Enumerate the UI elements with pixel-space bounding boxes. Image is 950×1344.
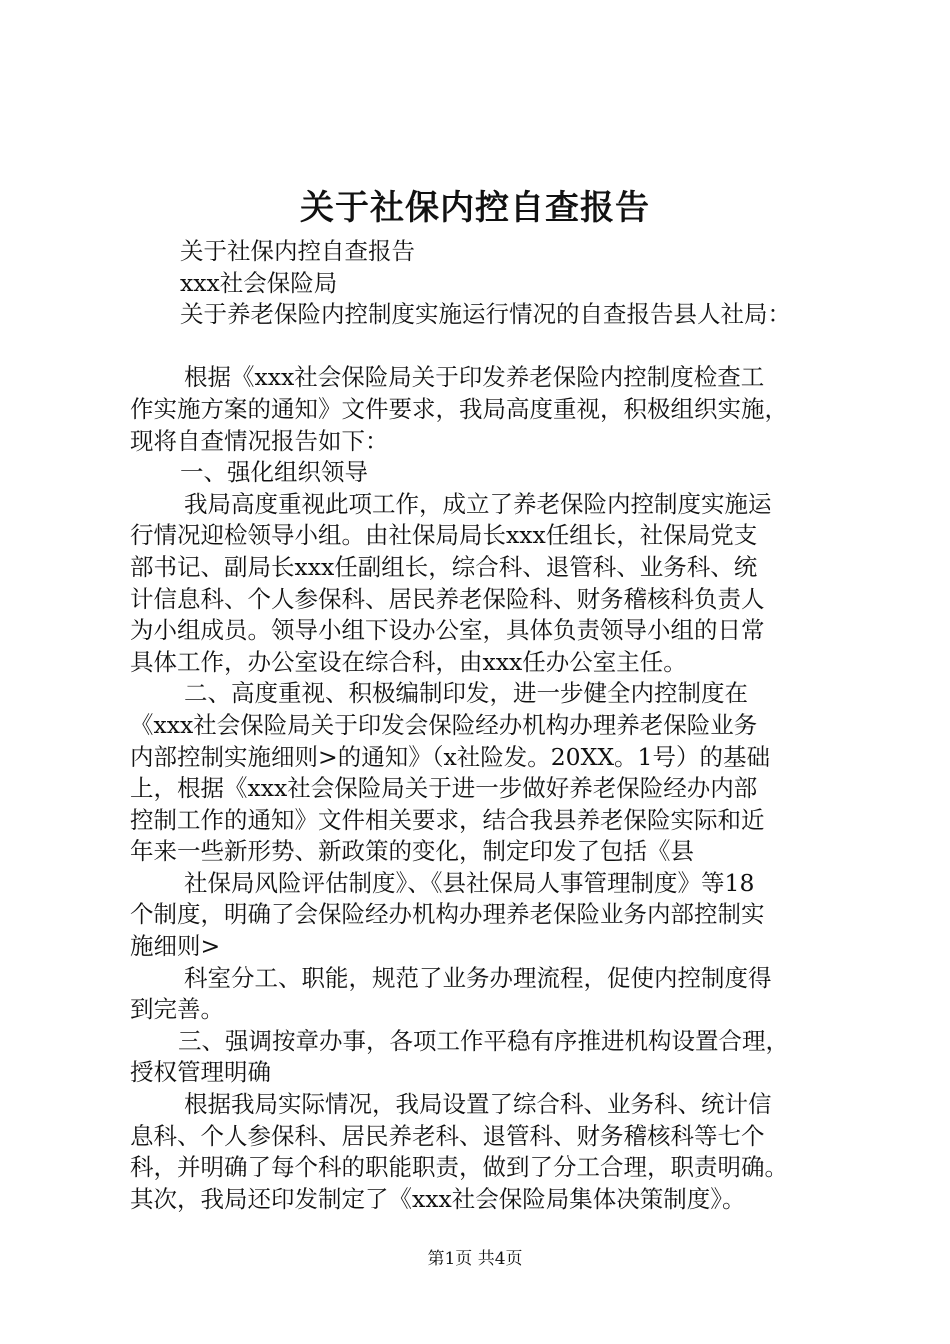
text-line: 关于社保内控自查报告 [180, 237, 415, 265]
text-line: 息科、个人参保科、居民养老科、退管科、财务稽核科等七个 [130, 1121, 765, 1150]
text-line: 科室分工、职能，规范了业务办理流程，促使内控制度得 [184, 963, 772, 992]
text-line: 根据《xxx社会保险局关于印发养老保险内控制度检查工 [184, 363, 765, 392]
blank-line [130, 331, 834, 363]
text-line: 部书记、副局长xxx任副组长，综合科、退管科、业务科、统 [130, 552, 758, 581]
text-line: 授权管理明确 [130, 1058, 271, 1087]
text-line: 施细则> [130, 932, 221, 961]
text-line: 现将自查情况报告如下： [130, 426, 389, 455]
text-line: 年来一些新形势、新政策的变化，制定印发了包括《县 [130, 837, 694, 866]
text-line: 控制工作的通知》文件相关要求，结合我县养老保险实际和近 [130, 805, 765, 834]
text-line: 内部控制实施细则>的通知》（x社险发。20XX。1号）的基础 [130, 742, 771, 771]
section-heading: 三、强调按章办事，各项工作平稳有序推进机构设置合理， [178, 1026, 789, 1055]
text-line: 上，根据《xxx社会保险局关于进一步做好养老保险经办内部 [130, 774, 758, 803]
text-line: 关于养老保险内控制度实施运行情况的自查报告县人社局： [180, 300, 791, 329]
document-body [130, 236, 834, 1215]
text-line: 行情况迎检领导小组。由社保局局长xxx任组长，社保局党支 [130, 521, 758, 550]
section-heading: 一、强化组织领导 [180, 458, 368, 487]
text-line: 其次，我局还印发制定了《xxx社会保险局集体决策制度》。 [130, 1184, 746, 1213]
text-line: 作实施方案的通知》文件要求，我局高度重视，积极组织实施， [130, 394, 788, 423]
text-line: 为小组成员。领导小组下设办公室，具体负责领导小组的日常 [130, 616, 765, 645]
text-line: 具体工作，办公室设在综合科，由xxx任办公室主任。 [130, 647, 687, 676]
document-title: 关于社保内控自查报告 [300, 188, 650, 228]
text-line: 《xxx社会保险局关于印发会保险经办机构办理养老保险业务 [130, 710, 758, 739]
page-number-footer: 第1页 共4页 [427, 1249, 523, 1269]
text-line: xxx社会保险局 [180, 268, 338, 297]
text-line: 根据我局实际情况，我局设置了综合科、业务科、统计信 [184, 1090, 772, 1119]
text-line: 我局高度重视此项工作，成立了养老保险内控制度实施运 [184, 489, 772, 518]
section-heading: 二、高度重视、积极编制印发，进一步健全内控制度在 [184, 679, 748, 708]
text-line: 到完善。 [130, 995, 224, 1024]
text-line: 科，并明确了每个科的职能职责，做到了分工合理，职责明确。 [130, 1153, 788, 1182]
text-line: 社保局风险评估制度》、《县社保局人事管理制度》等18 [184, 868, 755, 897]
text-line: 计信息科、个人参保科、居民养老保险科、财务稽核科负责人 [130, 584, 765, 613]
text-line: 个制度，明确了会保险经办机构办理养老保险业务内部控制实 [130, 900, 765, 929]
